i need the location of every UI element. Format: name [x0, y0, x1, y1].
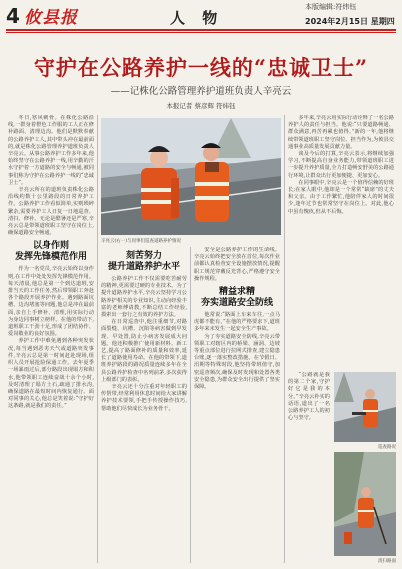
subheading-3: 精益求精 夯实道路安全防线: [200, 287, 273, 309]
paragraph: 作为一名党员,辛亮云始终以身作则,在工作中处处发挥先锋模范作用。每天清晨,他总是第一个到达道班,安排当天的工作任务,然后带领职工奔赴各个路段开展养护作业。遇到路面坑槽、边沟堵塞等问题,他总是冲在最前面,亲自上手修补、清理,用实际行动为身边同事树立榜样。在他的带动下,道班职工干劲十足,形成了团结协作、爱岗敬业的良好氛围。: [8, 266, 94, 338]
paragraph: “公路就是我的第二个家,守护好它是我的本分。”辛亮云朴实的话语,道出了一名公路养护工人的初心与坚守。: [288, 372, 330, 422]
paragraph: 公路养护工作不仅需要吃苦耐劳的精神,更需要过硬的专业技术。为了提升道路养护水平,辛亮云坚持学习公路养护相关的专业知识,主动向经验丰富的老师傅请教,不断总结工作经验,摸索出一套行之有效的养护方法。: [101, 276, 187, 319]
column-2: [101, 247, 187, 563]
header-rule: [6, 29, 396, 31]
paragraph: 辛亮云还十分注重对年轻职工的传帮带,经常利用休息时间给大家讲解养护技术要领,手把手传授操作技巧,帮助他们尽快成长为业务骨干。: [101, 384, 187, 412]
patrol-photo: [334, 372, 396, 442]
subheading-2: 刻苦努力 提升道路养护水平: [107, 251, 180, 272]
paragraph: 养护工作中难免遇到各种突发状况,每当遇到恶劣天气或道路突发事件,辛亮云总是第一时间赶赴现场,组织人员开展抢险保通工作。去年夏季一场暴雨过后,部分路段出现塌方和积水,他带领职工连续奋战十余个小时,及时清理了塌方土石,疏通了排水沟,确保道路在最短时间内恢复通行。面对同事的关心,他总是笑着说:“守护好这条路,就是我们的责任。”: [8, 338, 94, 410]
small-photo-2-caption: 清扫路面: [378, 559, 396, 564]
article-title: 守护在公路养护一线的“忠诚卫士”: [33, 55, 369, 80]
paragraph: 多年来,辛亮云用实际行动诠释了一名公路养护人的责任与担当。他说:“只要道路畅通、群众满意,再苦再累也值得。”新的一年,他将继续带领道班职工坚守岗位、担当作为,为攸县交通事业高质量发展贡献力量。: [288, 115, 394, 150]
paragraph: 谈及今后的打算,辛亮云表示,将继续加强学习,不断提高自身业务能力,带领道班职工进一步提升养护质量,全力打造畅安舒美的公路通行环境,让群众出行更加便捷、更加安心。: [288, 151, 394, 179]
road-workers-photo: [101, 118, 281, 235]
column-divider: [284, 115, 285, 563]
article-byline: 本报记者 蔡彦辉 符炜钰: [166, 102, 236, 110]
subheading-1: 以身作则 发挥先锋模范作用: [14, 241, 87, 263]
column-4: [288, 115, 394, 370]
sweeping-photo: [334, 452, 396, 556]
column-divider: [97, 115, 98, 563]
paragraph: 安全是公路养护工作的生命线。辛亮云始终把安全放在首位,每次作业前都认真检查安全设施摆放情况,提醒职工规范穿戴反光背心,严格遵守安全操作规程。: [194, 247, 280, 282]
column-1: [8, 115, 94, 563]
page-number: 4: [6, 4, 20, 28]
main-photo-caption: 辛亮云(右一)与同事们巡查道路养护情况: [101, 239, 182, 244]
column-5: [288, 372, 330, 562]
paragraph: 在日常巡查中,他注重细节,对路面裂缝、坑槽、沉陷等病害做到早发现、早处置,防止小病害发展成大问题。他还积极推广使用新材料、新工艺,提高了路面修补的质量和效率,延长了道路使用寿命。在他的带领下,道班养护路段的路况质量连续多年在全县公路养护检查中名列前茅,多次获得上级部门的表彰。: [101, 319, 187, 383]
header-rule-thin: [6, 32, 396, 33]
newspaper-logo: 攸县报: [24, 8, 78, 28]
editor-line: 本版编辑:符炜钰: [305, 3, 357, 11]
section-title: 人 物: [170, 9, 224, 27]
paragraph: 为了夯实道路安全防线,辛亮云带领职工对辖区内的桥梁、涵洞、边坡等重点部位进行拉网式排查,建立隐患台账,逐一落实整改措施。在节假日、汛期等特殊时段,他坚持带班值守,加密巡查频次,确保及时发现和处置各类安全隐患,为群众安全出行提供了坚实保障。: [194, 333, 280, 391]
paragraph: 他常说:“路面上车来车往,一点马虎都不能有。”在他的严格要求下,道班多年来未发生一起安全生产事故。: [194, 312, 280, 333]
article-subtitle: ——记株化公路管理养护道班负责人辛亮云: [110, 86, 292, 97]
small-photo-1-caption: 巡查路况: [378, 445, 396, 450]
small-photo-2: [334, 452, 396, 556]
main-photo: [101, 118, 281, 235]
column-divider: [190, 247, 191, 563]
paragraph: 冬日,寒风刺骨。在株化公路沿线,一群身着橙色工作服的工人正在修补路面、清理边沟。他们是默默奉献的公路养护工人,其中带头冲在最前面的,就是株化公路管理养护道班负责人辛亮云。从事公路养护工作多年来,他始终坚守在公路养护一线,用辛勤的汗水守护着一方道路的安全与畅通,被同事们称为守护在公路养护一线的“忠诚卫士”。: [8, 115, 94, 186]
date-line: 2024年2月15日 星期四: [305, 17, 395, 26]
column-3: [194, 247, 280, 563]
small-photo-1: [334, 372, 396, 442]
paragraph: 在同事眼中,辛亮云是一个值得信赖的好班长;在家人眼中,他却是一个常常“缺席”的丈夫和父亲。由于工作繁忙,他陪伴家人的时间很少,逢年过节也常常坚守在岗位上。对此,他心中虽有愧疚,但从不后悔。: [288, 179, 394, 215]
paragraph: 辛亮云所在的道班负责株化公路沿线约数十公里路段的日常养护工作。公路养护工作看似简单,实则琐碎繁杂,需要养护工人日复一日地巡查、清扫、修补。无论是酷暑还是严寒,辛亮云总是带领道班职工坚守在岗位上,确保道路安全畅通。: [8, 187, 94, 237]
